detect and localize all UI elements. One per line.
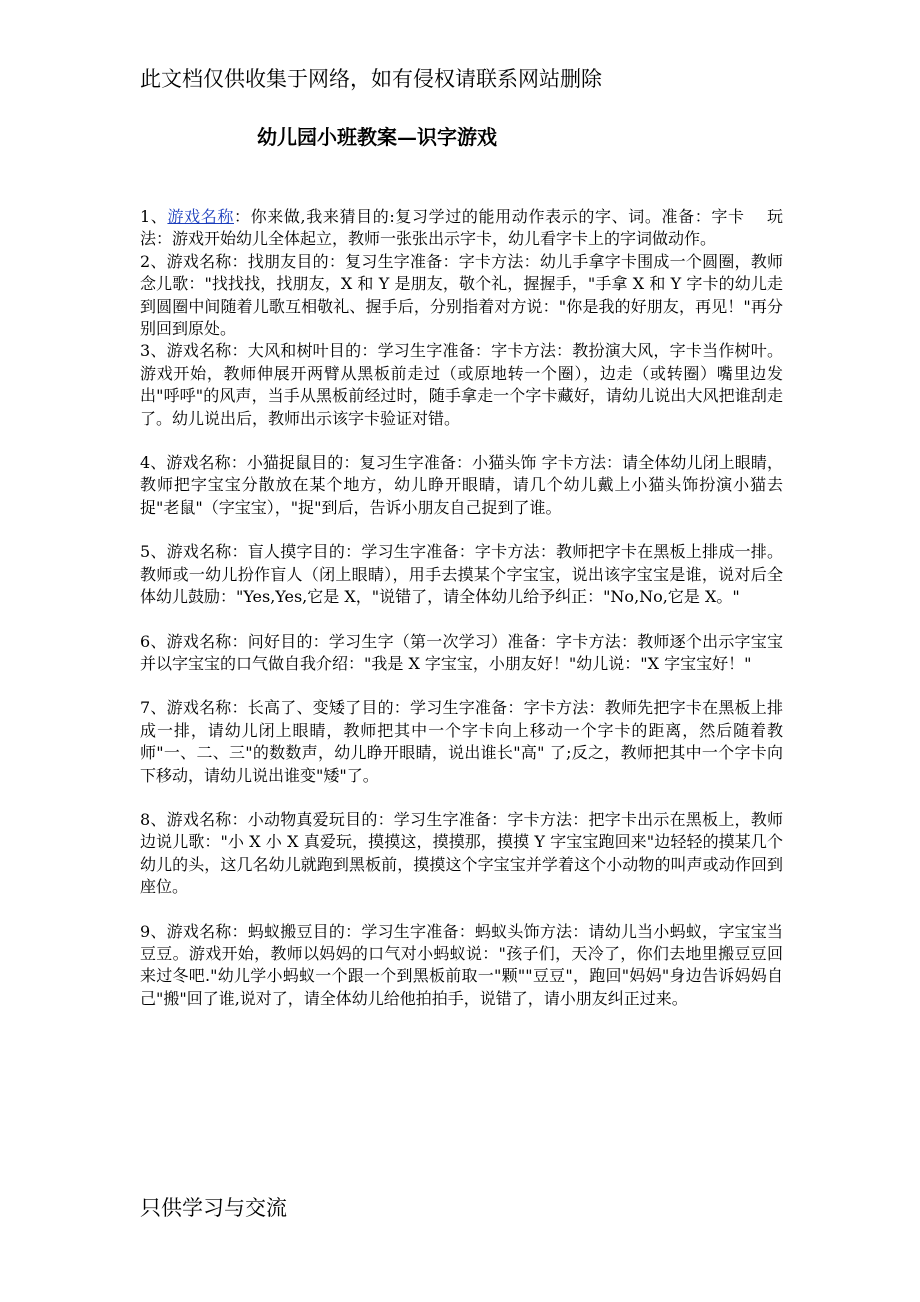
game-paragraph-8: 8、游戏名称：小动物真爱玩目的：学习生字准备：字卡方法：把字卡出示在黑板上，教师边说儿歌："小 X 小 X 真爱玩，摸摸这，摸摸那，摸摸 Y 字宝宝跑回来"边轻轻的摸某几个幼儿的头，这几名幼儿就跑到黑板前，摸摸这个字宝宝并学着这个小动物的叫声或动作回到座位。 — [140, 809, 783, 897]
game-paragraph-4: 4、游戏名称：小猫捉鼠目的：复习生字准备：小猫头饰 字卡方法：请全体幼儿闭上眼睛，教师把字宝宝分散放在某个地方，幼儿睁开眼睛，请几个幼儿戴上小猫头饰扮演小猫去捉"老鼠"（字宝宝），"捉"到后，告诉小朋友自己捉到了谁。 — [140, 453, 783, 517]
game-paragraph-5: 5、游戏名称：盲人摸字目的：学习生字准备：字卡方法：教师把字卡在黑板上排成一排。教师或一幼儿扮作盲人（闭上眼睛），用手去摸某个字宝宝，说出该字宝宝是谁，说对后全体幼儿鼓励："Yes,Yes,它是 X，"说错了，请全体幼儿给予纠正："No,No,它是 X。" — [140, 542, 783, 607]
game-paragraph-9: 9、游戏名称：蚂蚁搬豆目的：学习生字准备：蚂蚁头饰方法：请幼儿当小蚂蚁，字宝宝当豆豆。游戏开始，教师以妈妈的口气对小蚂蚁说："孩子们，天冷了，你们去地里搬豆豆回来过冬吧."幼儿学小蚂蚁一个跟一个到黑板前取一"颗""豆豆"，跑回"妈妈"身边告诉妈妈自己"搬"回了谁,说对了，请全体幼儿给他拍拍手，说错了，请小朋友纠正过来。 — [140, 921, 783, 1008]
game-text: ：你来做,我来猜目的:复习学过的能用动作表示的字、词。准备：字卡 玩法：游戏开始幼儿全体起立，教师一张张出示字卡，幼儿看字卡上的字词做动作。 — [140, 207, 783, 249]
page-title: 幼儿园小班教案—识字游戏 — [257, 125, 497, 149]
footer-notice: 只供学习与交流 — [140, 1196, 287, 1220]
game-name-link[interactable]: 游戏名称 — [167, 207, 234, 226]
game-paragraph-7: 7、游戏名称：长高了、变矮了目的：学习生字准备：字卡方法：教师先把字卡在黑板上排成一排，请幼儿闭上眼睛，教师把其中一个字卡向上移动一个字卡的距离，然后随着教师"一、二、三"的数数声，幼儿睁开眼睛，说出谁长"高" 了;反之，教师把其中一个字卡向下移动，请幼儿说出谁变"矮"了。 — [140, 698, 783, 785]
document-body — [140, 206, 783, 1010]
game-number: 1、 — [140, 207, 168, 226]
header-notice: 此文档仅供收集于网络，如有侵权请联系网站删除 — [140, 67, 602, 91]
game-paragraph-6: 6、游戏名称：问好目的：学习生字（第一次学习）准备：字卡方法：教师逐个出示字宝宝并以字宝宝的口气做自我介绍："我是 X 字宝宝，小朋友好！"幼儿说："X 字宝宝好！" — [140, 631, 783, 673]
game-paragraph-3: 3、游戏名称：大风和树叶目的：学习生字准备：字卡方法：教扮演大风，字卡当作树叶。游戏开始，教师伸展开两臂从黑板前走过（或原地转一个圈），边走（或转圈）嘴里边发出"呼呼"的风声，当手从黑板前经过时，随手拿走一个字卡藏好，请幼儿说出大风把谁刮走了。幼儿说出后，教师出示该字卡验证对错。 — [140, 341, 783, 428]
game-paragraph-1 — [140, 206, 783, 251]
game-paragraph-2: 2、游戏名称：找朋友目的：复习生字准备：字卡方法：幼儿手拿字卡围成一个圆圈，教师念儿歌："找找找，找朋友，X 和 Y 是朋友，敬个礼，握握手，"手拿 X 和 Y 字卡的幼儿走到圆圈中间随着儿歌互相敬礼、握手后，分别指着对方说："你是我的好朋友，再见！"再分别回到原处。 — [140, 251, 783, 339]
